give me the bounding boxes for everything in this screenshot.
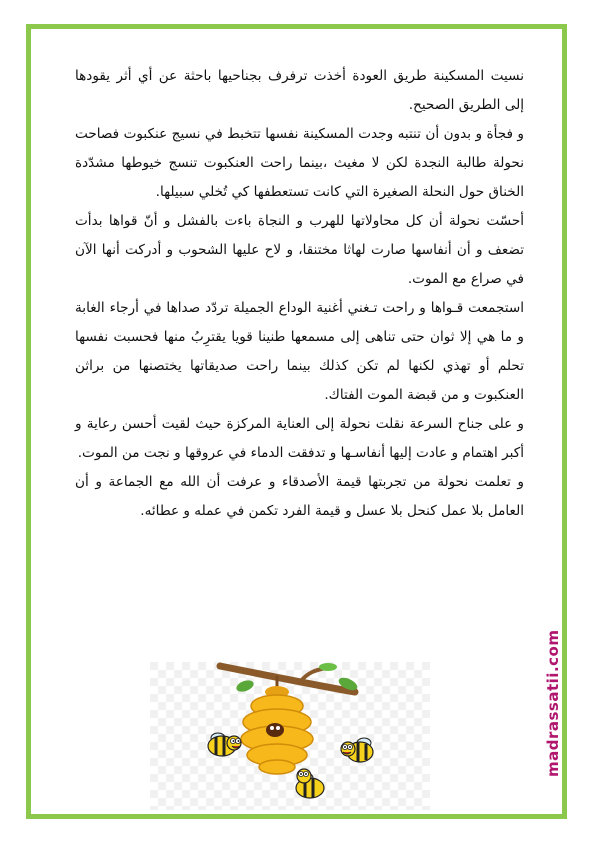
paragraph-1: نسيت المسكينة طريق العودة أخذت ترفرف بجناحيها باحثة عن أي أثر يقودها إلى الطريق الصحيح. — [75, 68, 524, 113]
story-text — [75, 62, 524, 526]
paragraph-4: استجمعت قـواها و راحت تـغني أغنية الوداع الجميلة تردّد صداها في أرجاء الغابة و ما هي إلا ثوان حتى تناهى إلى مسمعها طنينا قويا يقترِبُ منها فحسبت نفسها تحلم أو تهذي لكنها لم تكن كذلك بينما راحت صديقاتها يختصنها من براثن العنكبوت و من قبضة الموت الفتاك. — [75, 300, 524, 403]
site-watermark: madrassatii.com — [544, 629, 562, 777]
paragraph-2: و فجأة و بدون أن تنتبه وجدت المسكينة نفسها تتخبط في نسيج عنكبوت فصاحت نحولة طالبة النجدة لكن لا مغيث ،بينما راحت العنكبوت تنسج خيوطها مشدّدة الخناق حول النحلة الصغيرة التي كانت تستعطفها كي تُخلي سبيلها. — [75, 126, 524, 200]
paragraph-3: أحسّت نحولة أن كل محاولاتها للهرب و النجاة باءت بالفشل و أنّ قواها بدأت تضعف و أن أنفاسها صارت لهاثا مختنقا، و لاح عليها الشحوب و أدركت أنها الآن في صراع مع الموت. — [75, 213, 524, 287]
paragraph-6: و تعلمت نحولة من تجربتها قيمة الأصدقاء و عرفت أن الله مع الجماعة و أن العامل بلا عمل كنحل بلا عسل و قيمة الفرد تكمن في عمله و عطائه. — [75, 474, 524, 519]
beehive-illustration — [150, 662, 430, 810]
paragraph-5: و على جناح السرعة نقلت نحولة إلى العناية المركزة حيث لقيت أحسن رعاية و أكبر اهتمام و عادت إليها أنفاسـها و تدفقت الدماء في عروقها و نجت من الموت. — [75, 416, 524, 461]
